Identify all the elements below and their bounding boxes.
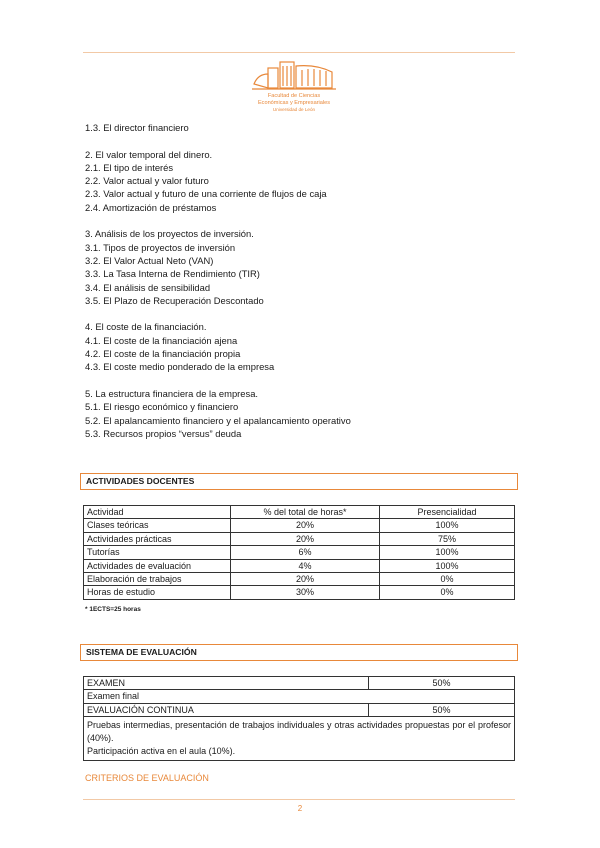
header-rule <box>83 52 515 53</box>
toc-line: 4.2. El coste de la financiación propia <box>85 348 241 360</box>
svg-text:Económicas y Empresariales: Económicas y Empresariales <box>257 100 331 106</box>
table-cell: EVALUACIÓN CONTINUA <box>84 703 369 716</box>
toc-line: 2. El valor temporal del dinero. <box>85 148 213 160</box>
table-cell: 4% <box>231 559 380 572</box>
table-cell: 100% <box>380 519 515 532</box>
toc-line: 4. El coste de la financiación. <box>85 321 207 333</box>
continua-detail-text: Participación activa en el aula (10%). <box>87 746 236 757</box>
column-header: % del total de horas* <box>231 506 380 519</box>
table-cell: 30% <box>231 586 380 599</box>
toc-line: 2.3. Valor actual y futuro de una corriente de flujos de caja <box>85 188 327 200</box>
table-row <box>84 573 515 586</box>
table-cell: Elaboración de trabajos <box>84 573 231 586</box>
toc-line: 4.3. El coste medio ponderado de la empresa <box>85 361 275 373</box>
table-header-row <box>84 506 515 519</box>
actividades-heading: ACTIVIDADES DOCENTES <box>80 473 518 490</box>
table-row <box>84 717 515 761</box>
table-cell <box>84 717 515 761</box>
toc-line: 2.1. El tipo de interés <box>85 161 174 173</box>
table-row <box>84 690 515 703</box>
page-number: 2 <box>297 804 303 813</box>
table-cell: EXAMEN <box>84 677 369 690</box>
table-row <box>84 677 515 690</box>
toc-line: 4.1. El coste de la financiación ajena <box>85 334 238 346</box>
table-row <box>84 586 515 599</box>
toc-line: 3.5. El Plazo de Recuperación Descontado <box>85 294 264 306</box>
table-cell: 75% <box>380 532 515 545</box>
table-cell: 0% <box>380 573 515 586</box>
toc-line: 3.3. La Tasa Interna de Rendimiento (TIR) <box>85 268 260 280</box>
table-cell: Actividades prácticas <box>84 532 231 545</box>
ects-footnote: * 1ECTS=25 horas <box>85 606 141 613</box>
footer-rule <box>83 799 515 800</box>
table-cell: Horas de estudio <box>84 586 231 599</box>
toc-group-5 <box>85 387 525 440</box>
table-row <box>84 546 515 559</box>
table-row <box>84 532 515 545</box>
svg-text:Facultad de Ciencias: Facultad de Ciencias <box>267 93 321 99</box>
toc-group-1 <box>85 121 525 134</box>
table-cell: 6% <box>231 546 380 559</box>
table-cell: 0% <box>380 586 515 599</box>
toc-line: 3.2. El Valor Actual Neto (VAN) <box>85 254 214 266</box>
toc-line: 3. Análisis de los proyectos de inversión. <box>85 228 254 240</box>
table-cell: Examen final <box>84 690 515 703</box>
toc-group-4 <box>85 320 525 373</box>
table-cell: 20% <box>231 573 380 586</box>
table-cell: 100% <box>380 559 515 572</box>
table-cell: 20% <box>231 519 380 532</box>
toc-line: 5. La estructura financiera de la empresa. <box>85 387 259 399</box>
table-cell: 50% <box>369 677 515 690</box>
table-row <box>84 519 515 532</box>
toc-line: 3.4. El análisis de sensibilidad <box>85 281 211 293</box>
table-cell: Actividades de evaluación <box>84 559 231 572</box>
toc-line: 2.4. Amortización de préstamos <box>85 201 217 213</box>
toc-line: 2.2. Valor actual y valor futuro <box>85 175 209 187</box>
column-header: Presencialidad <box>380 506 515 519</box>
toc-line: 5.2. El apalancamiento financiero y el apalancamiento operativo <box>85 414 351 426</box>
toc-line: 1.3. El director financiero <box>85 122 189 133</box>
table-cell: Clases teóricas <box>84 519 231 532</box>
faculty-logo <box>248 58 340 116</box>
evaluacion-heading: SISTEMA DE EVALUACIÓN <box>80 644 518 661</box>
toc-line: 5.3. Recursos propios “versus” deuda <box>85 427 242 439</box>
criterios-heading: CRITERIOS DE EVALUACIÓN <box>85 773 209 783</box>
column-header: Actividad <box>84 506 231 519</box>
toc-line: 3.1. Tipos de proyectos de inversión <box>85 241 236 253</box>
table-cell: 20% <box>231 532 380 545</box>
evaluacion-table <box>83 676 515 761</box>
svg-text:Universidad de León: Universidad de León <box>272 107 316 112</box>
table-row <box>84 703 515 716</box>
toc-group-3 <box>85 227 525 307</box>
toc-group-2 <box>85 148 525 214</box>
table-cell: Tutorías <box>84 546 231 559</box>
table-cell: 50% <box>369 703 515 716</box>
table-cell: 100% <box>380 546 515 559</box>
table-row <box>84 559 515 572</box>
continua-detail-text: Pruebas intermedias, presentación de trabajos individuales y otras actividades propuestas por el profesor (40%). <box>87 720 511 744</box>
actividades-table <box>83 505 515 600</box>
toc-line: 5.1. El riesgo económico y financiero <box>85 401 239 413</box>
course-contents <box>85 121 525 440</box>
